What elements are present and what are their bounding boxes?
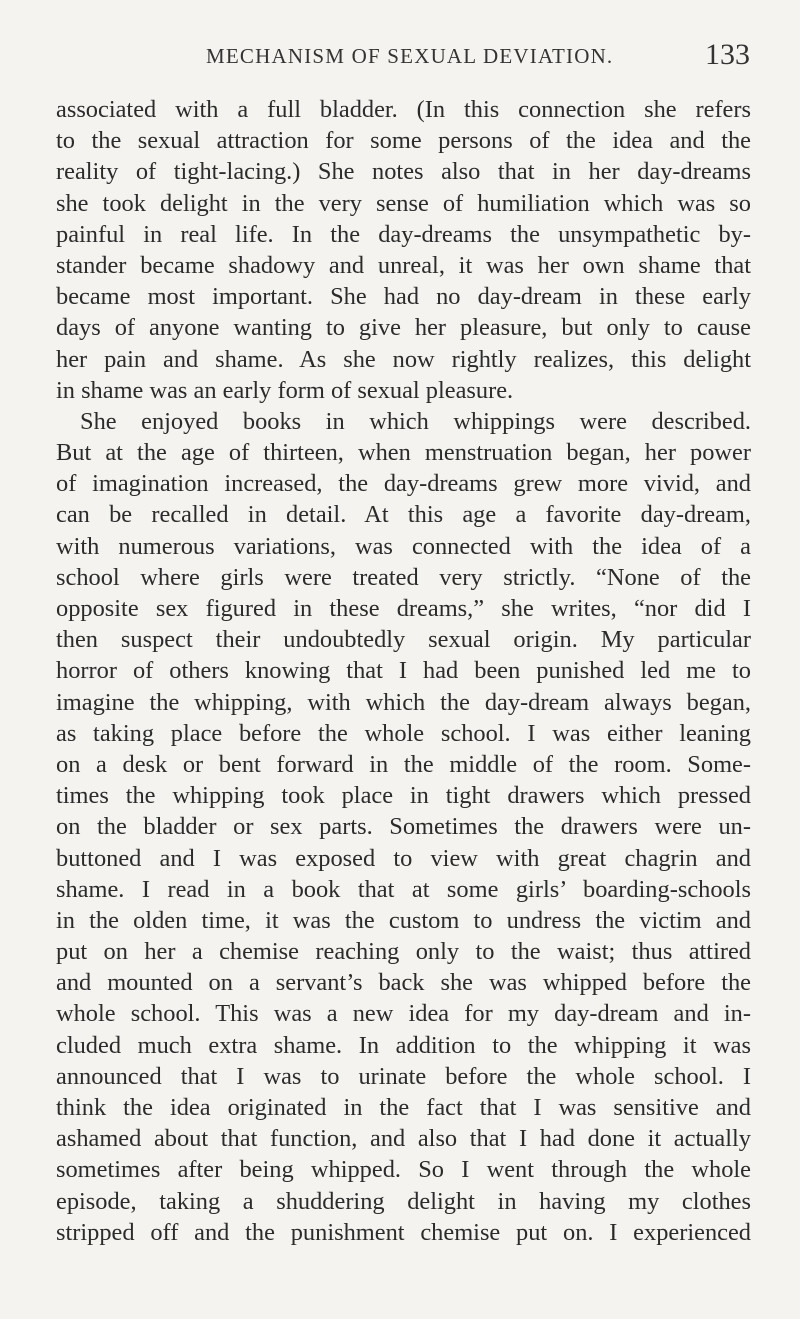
text-line: cluded much extra shame. In addition to the whipping it was (56, 1031, 751, 1059)
page-number: 133 (705, 38, 750, 71)
text-line: times the whipping took place in tight drawers which pressed (56, 782, 751, 810)
running-head-title: MECHANISM OF SEXUAL DEVIATION. (206, 44, 614, 68)
text-line: on a desk or bent forward in the middle of the room. Some- (56, 750, 751, 778)
text-line: became most important. She had no day-dream in these early (56, 283, 751, 311)
text-line: she took delight in the very sense of humiliation which was so (56, 189, 751, 217)
text-line: reality of tight-lacing.) She notes also that in her day-dreams (56, 158, 751, 186)
text-line: associated with a full bladder. (In this connection she refers (56, 96, 751, 123)
text-line: stander became shadowy and unreal, it was her own shame that (56, 251, 751, 279)
text-line: then suspect their undoubtedly sexual origin. My particular (56, 626, 751, 654)
text-line: days of anyone wanting to give her pleasure, but only to cause (56, 314, 751, 342)
running-head (56, 38, 750, 78)
text-line: think the idea originated in the fact that I was sensitive and (56, 1094, 751, 1121)
text-line: imagine the whipping, with which the day-dream always began, (56, 688, 751, 716)
text-line: as taking place before the whole school. I was either leaning (56, 719, 751, 747)
text-line: But at the age of thirteen, when menstruation began, her power (56, 439, 751, 467)
text-line: horror of others knowing that I had been punished led me to (56, 657, 751, 685)
text-line: painful in real life. In the day-dreams the unsympathetic by- (56, 220, 751, 248)
text-line: She enjoyed books in which whippings were described. (80, 407, 751, 435)
text-line: buttoned and I was exposed to view with great chagrin and (56, 844, 751, 872)
text-line: to the sexual attraction for some persons of the idea and the (56, 127, 751, 155)
text-line: in the olden time, it was the custom to undress the victim and (56, 906, 751, 934)
text-line: on the bladder or sex parts. Sometimes the drawers were un- (56, 813, 751, 841)
body-text (56, 94, 751, 1248)
text-line: with numerous variations, was connected with the idea of a (56, 532, 751, 560)
text-line: sometimes after being whipped. So I went through the whole (56, 1156, 751, 1184)
text-line: episode, taking a shuddering delight in having my clothes (56, 1187, 751, 1215)
text-line: of imagination increased, the day-dreams grew more vivid, and (56, 470, 751, 498)
text-line: ashamed about that function, and also that I had done it actually (56, 1125, 751, 1153)
text-line: opposite sex figured in these dreams,” she writes, “nor did I (56, 595, 751, 622)
text-line: school where girls were treated very strictly. “None of the (56, 563, 751, 591)
text-line: in shame was an early form of sexual pleasure. (56, 376, 514, 404)
text-line: stripped off and the punishment chemise put on. I experienced (56, 1218, 751, 1246)
text-line: announced that I was to urinate before the whole school. I (56, 1062, 751, 1090)
text-line: shame. I read in a book that at some girls’ boarding-schools (56, 875, 751, 903)
text-line: whole school. This was a new idea for my day-dream and in- (56, 1000, 751, 1028)
text-line: can be recalled in detail. At this age a favorite day-dream, (56, 501, 751, 529)
text-line: her pain and shame. As she now rightly realizes, this delight (56, 345, 751, 373)
text-line: put on her a chemise reaching only to the waist; thus attired (56, 938, 751, 966)
text-line: and mounted on a servant’s back she was whipped before the (56, 969, 751, 997)
